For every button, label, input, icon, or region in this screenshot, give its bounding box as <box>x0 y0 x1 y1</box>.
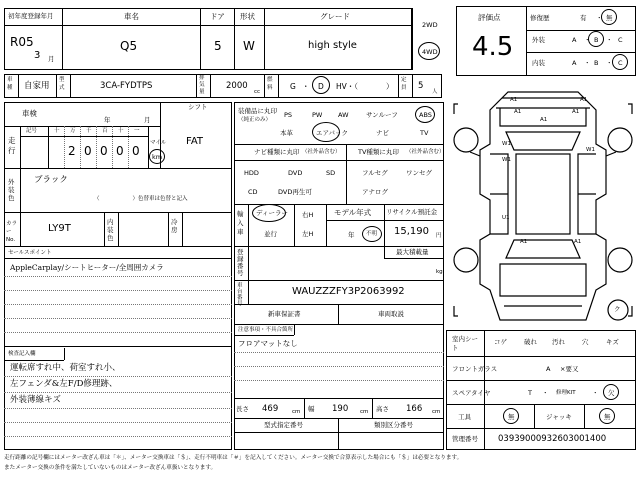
diag-label-10: A1 <box>520 239 528 245</box>
km-circle <box>149 149 165 164</box>
spare-dot-1: ・ <box>542 389 549 397</box>
mileage-unit-6: 一 <box>134 128 140 134</box>
equip-navi: ナビ <box>376 129 389 137</box>
mileage-unit-5: 十 <box>118 128 124 134</box>
caution-label: 注意事項・不具合箇所 <box>238 327 294 333</box>
import-left: 左H <box>302 230 314 238</box>
color: ブラック <box>34 175 68 185</box>
unknown-circle <box>362 226 382 242</box>
ac-label: 冷房 <box>171 218 178 234</box>
displacement: 2000 <box>226 81 248 91</box>
fuel-close: ） <box>386 82 394 91</box>
navi-cd: CD <box>248 188 258 196</box>
car-name-label: 車名 <box>124 12 139 21</box>
new-warranty-label: 新車保証書 <box>268 310 301 318</box>
max-load-label: 最大積載量 <box>396 248 429 256</box>
fuel-d-circle <box>312 76 330 94</box>
reg-month-unit: 月 <box>48 55 55 63</box>
jack-circle <box>599 408 615 424</box>
seat-koge: コゲ <box>494 338 507 346</box>
exterior-label: 外装 <box>532 36 545 44</box>
tv-label: TV種類に丸印 <box>358 148 399 156</box>
tools-label: 工具 <box>458 413 471 421</box>
grade-label: グレード <box>320 12 350 21</box>
doors-label: ドア <box>210 12 225 21</box>
diag-label-5: W1 <box>586 147 595 153</box>
notes-label: 検査記入欄 <box>8 351 36 357</box>
import-label: 輸入車 <box>237 210 244 236</box>
fuel-label: 燃料 <box>267 77 273 91</box>
inspection-month: 月 <box>144 116 151 124</box>
shape-label: 形状 <box>240 12 255 21</box>
mileage-km: km <box>152 153 163 161</box>
interior-label: 内装 <box>532 59 545 67</box>
mileage-digit-1: 2 <box>68 144 76 158</box>
max-load-unit: kg <box>436 269 443 275</box>
tools-value: 無 <box>508 413 515 421</box>
dealer-circle <box>252 204 286 222</box>
mileage-unit-4: 百 <box>102 128 108 134</box>
mileage-digit-4: 0 <box>116 144 124 158</box>
diag-label-6: U1 <box>502 215 510 221</box>
footer-line-2: またメーター交換の条件を満たしていないものはメーター改ざん車扱いとなります。 <box>4 465 217 471</box>
color-no-label: カラーNo. <box>6 221 18 243</box>
chassis-label: 車台番号 <box>237 283 243 307</box>
spare-missing: 欠 <box>608 389 615 397</box>
model-year-label: モデル年式 <box>334 208 372 217</box>
diag-label-9: A1 <box>540 117 548 123</box>
fuel-d: D <box>318 82 324 91</box>
glass-a: A <box>546 365 551 373</box>
repair-no-circle <box>601 9 617 25</box>
jack-label: ジャッキ <box>546 413 572 421</box>
mileage-unit-1: 十 <box>54 128 60 134</box>
equip-abs: ABS <box>419 111 432 119</box>
mileage-mile: マイル <box>150 140 167 146</box>
diag-label-11: A1 <box>574 239 582 245</box>
seat-ana: 穴 <box>582 338 589 346</box>
equip-aw: AW <box>338 111 349 119</box>
width: 190 <box>332 404 349 414</box>
jack-value: 無 <box>604 413 611 421</box>
class-no-label: 類別区分番号 <box>374 421 413 429</box>
manage-value: 03939000932603001400 <box>498 434 607 444</box>
import-right: 右H <box>302 211 314 219</box>
height-label: 高さ <box>376 405 389 413</box>
height-unit: cm <box>432 409 441 415</box>
navi-sub: （社外品含む） <box>302 149 341 155</box>
diag-label-7: A1 <box>514 109 522 115</box>
length-label-text: 長さ <box>236 405 249 413</box>
model-year-unknown: 不明 <box>366 231 378 237</box>
drive-4wd: 4WD <box>422 48 438 56</box>
type-no-label: 型式指定番号 <box>264 421 303 429</box>
mileage-unit-0: 記号 <box>26 128 38 134</box>
mileage-digit-5: 0 <box>132 144 140 158</box>
height: 166 <box>406 404 423 414</box>
usage: 自家用 <box>24 81 50 91</box>
glass-label: フロントガラス <box>452 365 498 373</box>
equip-sunroof: サンルーフ <box>366 111 398 119</box>
sellpoint-text: AppleCarplay/シートヒーター/全周囲カメラ <box>10 263 164 272</box>
shift: FAT <box>186 136 204 147</box>
interior-color-label: 内装色 <box>107 218 114 242</box>
seat-kizu: キズ <box>606 338 619 346</box>
footer-line-1: 走行距離の記号欄にはメーター改ざん車は「＊」、メーター交換車は「＄」、走行不明車は「＃」を記入してください。メーター交換で合算表示した場合にも「＄」は必要となります。 <box>4 455 463 461</box>
manual-label: 車両取説 <box>378 310 404 318</box>
mileage-digit-2: 0 <box>84 144 92 158</box>
model: 3CA-FYDTPS <box>100 81 153 91</box>
recycle-label: リサイクル預託金 <box>386 208 438 216</box>
note-line-1: 運転席すれ中、荷室すれ小、 <box>10 363 121 373</box>
kind-label: 車種 <box>7 77 13 91</box>
car-name: Q5 <box>120 39 138 53</box>
length: 469 <box>262 404 279 414</box>
caution-text: フロアマットなし <box>238 339 298 348</box>
equip-tv: TV <box>420 129 429 137</box>
score-value: 4.5 <box>472 32 514 62</box>
tools-circle <box>503 408 519 424</box>
repair-label: 修復歴 <box>530 14 550 22</box>
reg-era: R05 <box>10 35 34 49</box>
recycle-unit: 円 <box>436 233 442 239</box>
color-label: 外装色 <box>8 178 15 202</box>
spare-kit: 修理KIT <box>556 390 576 396</box>
mileage-unit-3: 千 <box>86 128 92 134</box>
reg-month: 3 <box>34 50 41 61</box>
color-note: （ ）色替車は色替と記入 <box>94 196 188 202</box>
tv-oneseg: ワンセグ <box>406 169 432 177</box>
capacity-label: 定員 <box>401 77 407 91</box>
interior-c-circle <box>612 54 628 70</box>
shift-label: シフト <box>188 103 208 111</box>
mileage-digit-3: 0 <box>100 144 108 158</box>
cc-unit: cc <box>254 89 261 95</box>
exterior-c: C <box>618 36 623 44</box>
spare-t: T <box>528 389 532 397</box>
diag-label-3: W1 <box>502 141 511 147</box>
equipment-label: 装備品に丸印 <box>238 107 277 115</box>
reg-no-label: 登録番号 <box>237 248 244 277</box>
diag-ku: ク <box>614 305 621 313</box>
navi-sd: SD <box>326 169 336 177</box>
navi-dvd-play: DVD再生可 <box>278 188 312 196</box>
airbag-circle <box>312 122 340 142</box>
drive-4wd-circle <box>418 42 440 60</box>
spare-missing-circle <box>603 384 619 400</box>
tv-analog: アナログ <box>362 188 388 196</box>
glass-need: ×要又 <box>560 365 579 373</box>
note-line-3: 外装薄線キズ <box>10 395 61 405</box>
manage-label: 管理番号 <box>452 435 478 443</box>
fuel-g: G <box>290 82 296 91</box>
repair-dot: ・ <box>596 14 603 22</box>
spare-dot-2: ・ <box>592 389 599 397</box>
inspection-label: 車検 <box>22 109 37 118</box>
mileage-label: 走行 <box>8 136 16 155</box>
diag-label-1: A1 <box>510 97 518 103</box>
interior-b: B <box>594 59 599 67</box>
equip-ps: PS <box>284 111 293 119</box>
diag-label-2: A1 <box>580 97 588 103</box>
reg-date-label: 初年度登録年月 <box>8 12 54 20</box>
inspection-year: 年 <box>104 116 111 124</box>
mileage-unit-2: 万 <box>70 128 76 134</box>
sellpoint-label: セールスポイント <box>8 250 52 256</box>
equipment-sub: （純正のみ） <box>238 117 272 123</box>
import-dealer: ディーラー <box>256 209 288 217</box>
diag-label-8: A1 <box>572 109 580 115</box>
seat-label: 室内シート <box>452 335 478 352</box>
exterior-b: B <box>594 36 599 44</box>
equip-leather: 本革 <box>280 129 293 137</box>
equip-airbag: エアバック <box>316 129 348 137</box>
header-table <box>4 8 412 70</box>
import-parallel: 並行 <box>264 230 277 238</box>
width-label: 幅 <box>308 405 315 413</box>
tv-sub: （社外品含む） <box>406 149 445 155</box>
model-label: 型式 <box>59 77 65 91</box>
capacity-unit: 人 <box>432 89 438 95</box>
displacement-label: 排気量 <box>199 75 205 95</box>
interior-a: A <box>572 59 577 67</box>
repair-yes: 有 <box>580 14 587 22</box>
model-year-unit: 年 <box>348 231 355 239</box>
drive-2wd: 2WD <box>422 21 438 29</box>
recycle-value: 15,190 <box>394 226 429 237</box>
doors: 5 <box>214 39 222 53</box>
grade: high style <box>308 40 357 51</box>
diag-label-4: W1 <box>502 157 511 163</box>
navi-hdd: HDD <box>244 169 259 177</box>
score-label: 評価点 <box>478 13 501 22</box>
repair-no: 無 <box>606 14 613 22</box>
shape: W <box>243 39 255 53</box>
width-unit: cm <box>360 409 369 415</box>
navi-dvd: DVD <box>288 169 303 177</box>
seat-yabure: 破れ <box>524 338 537 346</box>
exterior-b-circle <box>588 31 604 47</box>
navi-label: ナビ種類に丸印 <box>254 148 300 156</box>
tv-fullseg: フルセグ <box>362 169 388 177</box>
interior-c: C <box>618 59 623 67</box>
chassis-value: WAUZZZFY3P2063992 <box>292 286 405 297</box>
abs-circle <box>415 106 435 123</box>
exterior-a: A <box>572 36 577 44</box>
note-line-2: 左フェンダ&左F/D修理跡、 <box>10 379 118 389</box>
capacity: 5 <box>418 81 424 91</box>
equip-pw: PW <box>312 111 323 119</box>
spare-label: スペアタイヤ <box>452 389 491 397</box>
color-no: LY9T <box>48 223 71 234</box>
fuel-hv: HV・（ <box>336 82 359 91</box>
seat-yogore: 汚れ <box>552 338 565 346</box>
length-unit: cm <box>292 409 301 415</box>
